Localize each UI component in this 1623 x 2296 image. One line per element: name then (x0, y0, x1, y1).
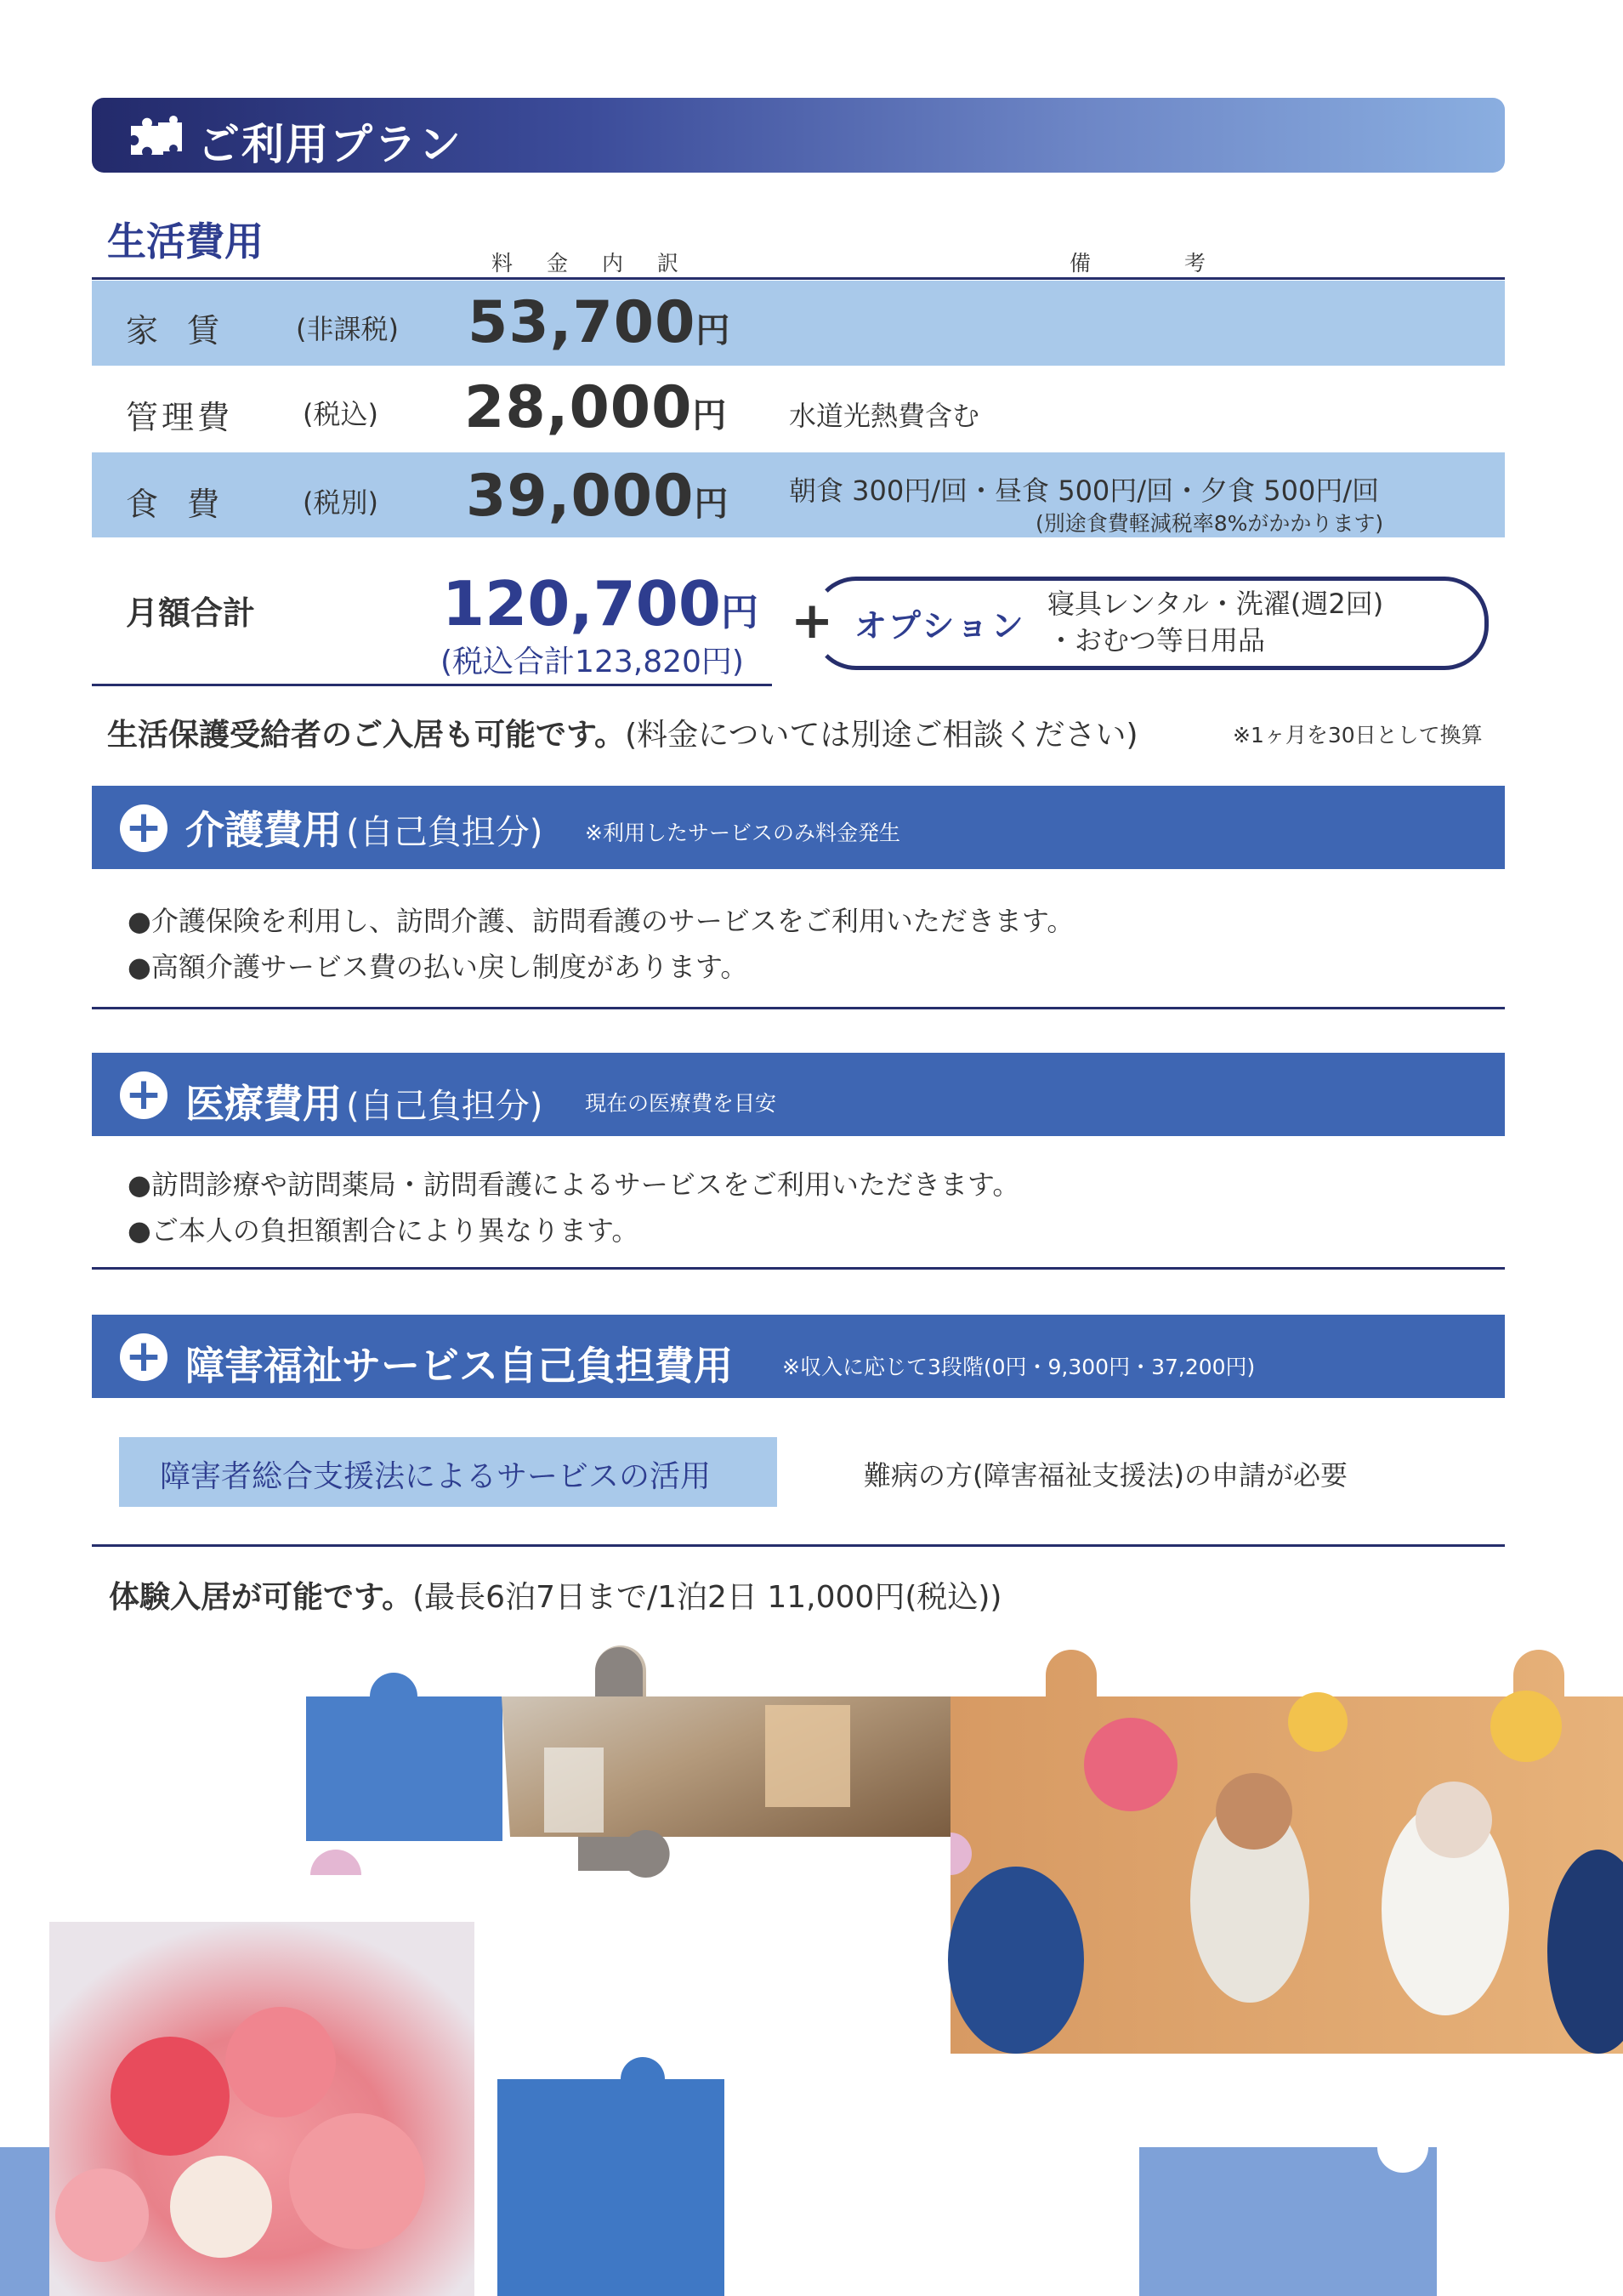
row-price-wrap (464, 374, 726, 441)
medical-rule (92, 1267, 1505, 1270)
trial-bold: 体験入居が可能です。 (109, 1580, 413, 1615)
list-item: ●ご本人の負担額割合により異なります。 (128, 1214, 639, 1247)
disability-rule (92, 1544, 1505, 1547)
row-label: 管理費 (126, 399, 234, 436)
trial-rest: (最長6泊7日まで/1泊2日 11,000円(税込)) (412, 1580, 1002, 1615)
welfare-rest: (料金については別途ご相談ください) (625, 718, 1138, 753)
total-price: 120,700 (442, 568, 721, 639)
plus-circle-icon: + (120, 804, 167, 852)
total-tax-included: (税込合計123,820円) (440, 645, 744, 679)
row-price: 39,000 (466, 463, 695, 530)
medical-title-wrap (185, 1073, 542, 1129)
care-title-wrap (185, 799, 542, 855)
list-item: ●介護保険を利用し、訪問介護、訪問看護のサービスをご利用いただきます。 (128, 905, 1075, 937)
option-label: オプション (854, 607, 1026, 645)
yen-unit: 円 (720, 591, 758, 634)
row-tax: (税別) (303, 486, 378, 519)
row-note: 朝食 300円/回・昼食 500円/回・夕食 500円/回 (789, 475, 1380, 507)
total-rule (92, 684, 772, 686)
puzzle-photo-collage (0, 1620, 1623, 2296)
medical-title: 医療費用 (185, 1081, 342, 1127)
puzzle-icon (124, 114, 184, 158)
living-section-label: 生活費用 (107, 219, 264, 264)
yen-unit: 円 (694, 485, 729, 524)
option-line-2: ・おむつ等日用品 (1047, 624, 1266, 656)
yen-unit: 円 (692, 396, 727, 435)
option-line-1: 寝具レンタル・洗濯(週2回) (1047, 588, 1384, 620)
disability-note: ※収入に応じて3段階(0円・9,300円・37,200円) (782, 1355, 1256, 1379)
row-tax: (税込) (303, 398, 378, 430)
list-item: ●訪問診療や訪問薬局・訪問看護によるサービスをご利用いただきます。 (128, 1168, 1020, 1201)
medical-note: 現在の医療費を目安 (585, 1091, 777, 1116)
puzzle-piece (273, 1673, 502, 1841)
yen-unit: 円 (695, 311, 730, 350)
care-title: 介護費用 (185, 807, 342, 853)
puzzle-piece (1139, 2147, 1437, 2296)
disability-title: 障害福祉サービス自己負担費用 (185, 1343, 733, 1389)
trial-note (109, 1573, 1002, 1617)
medical-paren: (自己負担分) (346, 1087, 543, 1126)
total-label: 月額合計 (126, 594, 256, 632)
row-note-sub: (別途食費軽減税率8%がかかります) (1036, 511, 1384, 536)
list-item: ●高額介護サービス費の払い戻し制度があります。 (128, 951, 748, 983)
row-price-wrap (466, 463, 728, 530)
row-note: 水道光熱費含む (789, 400, 980, 432)
total-price-wrap (442, 568, 758, 639)
care-rule (92, 1007, 1505, 1009)
option-plus: + (791, 591, 834, 651)
plus-circle-icon: + (120, 1333, 167, 1381)
welfare-bold: 生活保護受給者のご入居も可能です。 (107, 718, 626, 753)
column-header-price: 料金内訳 (491, 251, 713, 276)
row-label: 家賃 (126, 312, 249, 350)
row-tax: (非課税) (296, 313, 399, 345)
row-label: 食費 (126, 486, 249, 523)
care-paren: (自己負担分) (346, 813, 543, 852)
plus-circle-icon: + (120, 1071, 167, 1119)
welfare-note (107, 711, 1138, 754)
table-top-rule (92, 277, 1505, 280)
service-text: 障害者総合支援法によるサービスの活用 (160, 1459, 712, 1494)
column-header-note: 備考 (1070, 251, 1300, 276)
service-note: 難病の方(障害福祉支援法)の申請が必要 (864, 1459, 1348, 1492)
row-price: 53,700 (468, 289, 696, 356)
row-price: 28,000 (464, 374, 693, 441)
care-note: ※利用したサービスのみ料金発生 (585, 821, 900, 845)
puzzle-piece (497, 2057, 724, 2296)
page-title: ご利用プラン (197, 120, 462, 169)
row-price-wrap (468, 289, 729, 356)
month-note: ※1ヶ月を30日として換算 (1233, 723, 1483, 747)
